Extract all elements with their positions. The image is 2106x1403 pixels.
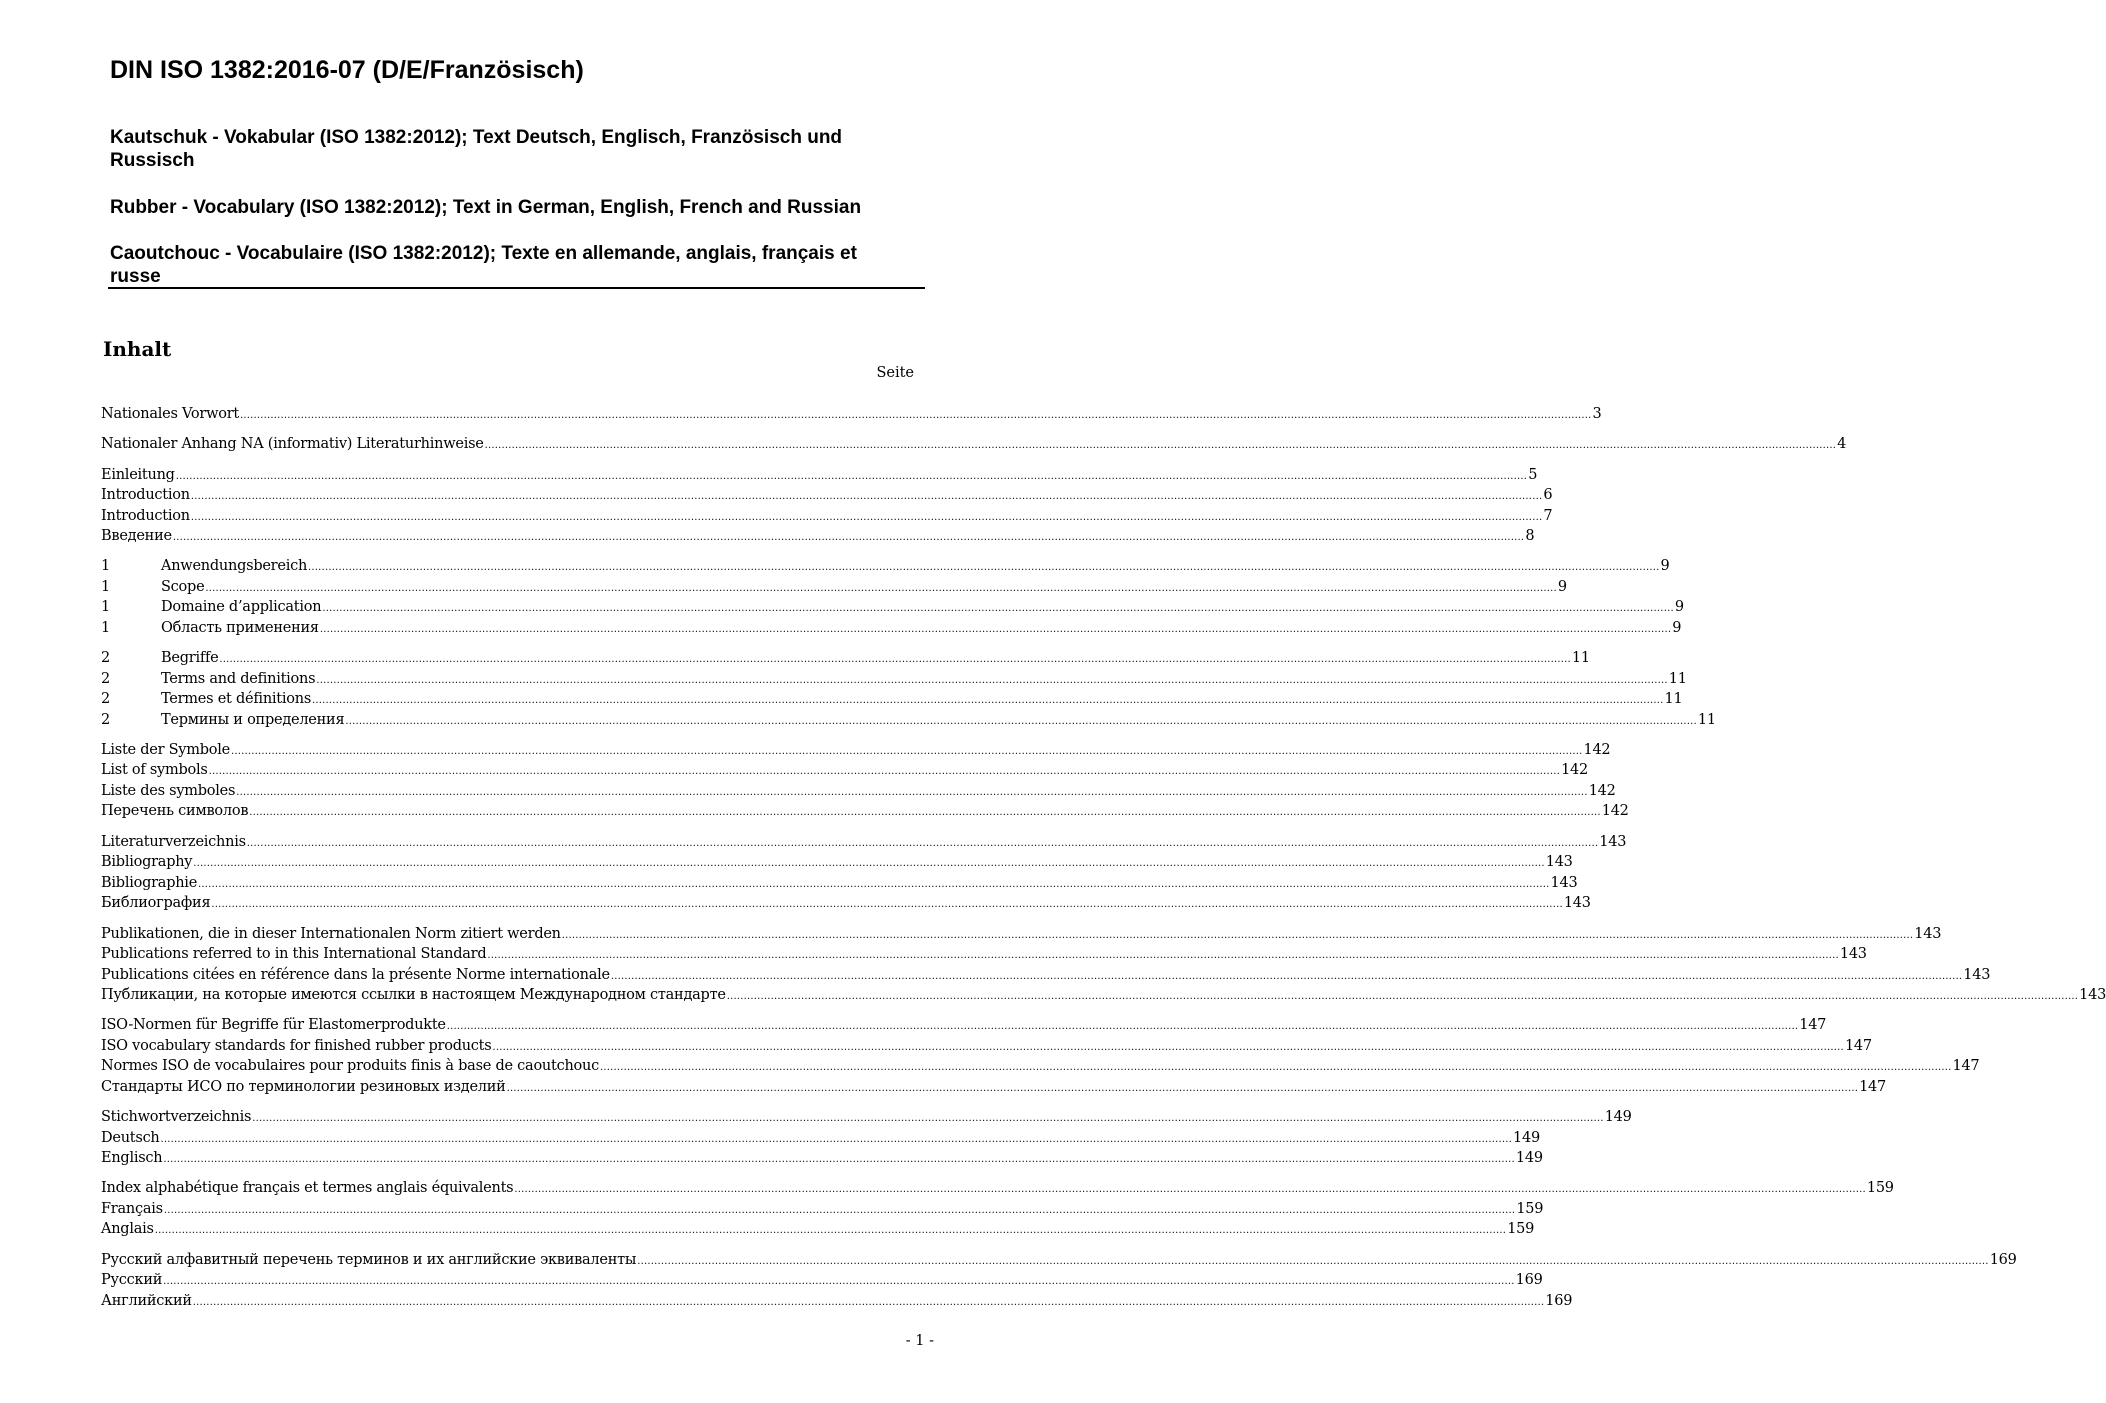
toc-entry-page: 11 [1697,711,1716,728]
toc-group [101,434,1847,455]
toc-entry[interactable] [101,465,1538,486]
toc-dot-leader: ................................................................................................................................................................................................................................................................................................................................................................................................................ [246,837,1599,849]
toc-entry-page: 143 [1545,854,1573,871]
toc-entry-title: Стандарты ИСО по терминологии резиновых изделий [101,1078,506,1095]
toc-dot-leader: ................................................................................................................................................................................................................................................................................................................................................................................................................ [610,970,1963,982]
toc-entry-title: Перечень символов [101,803,249,820]
toc-entry-page: 11 [1664,691,1683,708]
toc-entry[interactable] [101,1128,1540,1149]
toc-entry-page: 8 [1525,528,1535,545]
toc-entry-title: Introduction [101,507,190,524]
toc-entry-page: 143 [1839,946,1867,963]
toc-entry-title: Domaine d’application [161,599,322,616]
toc-heading: Inhalt [103,337,172,361]
toc-entry-page: 9 [1672,619,1682,636]
toc-group [101,740,1629,822]
toc-entry-page: 11 [1571,650,1590,667]
toc-dot-leader: ................................................................................................................................................................................................................................................................................................................................................................................................................ [208,766,1561,778]
toc-entry[interactable] [101,924,1942,945]
toc-entry-number: 2 [101,650,110,667]
toc-dot-leader: ................................................................................................................................................................................................................................................................................................................................................................................................................ [190,511,1543,523]
toc-dot-leader: ................................................................................................................................................................................................................................................................................................................................................................................................................ [484,440,1837,452]
toc-dot-leader: ................................................................................................................................................................................................................................................................................................................................................................................................................ [219,654,1571,666]
subtitle-german: Kautschuk - Vokabular (ISO 1382:2012); Text Deutsch, Englisch, Französisch und Russisch [110,127,843,171]
toc-entry[interactable] [101,781,1616,802]
toc-entry-title: Введение [101,528,172,545]
toc-entry-title: Anwendungsbereich [161,558,308,575]
toc-dot-leader: ................................................................................................................................................................................................................................................................................................................................................................................................................ [175,470,1528,482]
toc-entry-title: Nationales Vorwort [101,406,239,422]
toc-entry-title: Publikationen, die in dieser Internationalen Norm zitiert werden [101,925,561,942]
toc-group [101,556,1684,638]
toc-dot-leader: ................................................................................................................................................................................................................................................................................................................................................................................................................ [345,715,1697,727]
toc-entry-title: Index alphabétique français et termes anglais équivalents [101,1180,514,1197]
toc-entry[interactable] [101,1199,1544,1220]
toc-dot-leader: ................................................................................................................................................................................................................................................................................................................................................................................................................ [163,1154,1515,1166]
toc-entry-number: 1 [101,578,110,595]
toc-entry-page: 149 [1515,1150,1543,1167]
toc-entry-page: 159 [1866,1180,1894,1197]
toc-entry[interactable] [101,801,1629,822]
toc-entry[interactable] [101,526,1535,547]
toc-entry-page: 9 [1660,558,1670,575]
toc-entry-page: 142 [1561,762,1588,779]
toc-entry-page: 147 [1844,1037,1872,1054]
toc-dot-leader: ................................................................................................................................................................................................................................................................................................................................................................................................................ [514,1184,1866,1196]
toc-entry[interactable] [101,577,1567,598]
toc-entry[interactable] [101,1291,1573,1312]
toc-dot-leader: ................................................................................................................................................................................................................................................................................................................................................................................................................ [205,582,1557,594]
title-divider [108,287,925,289]
toc-entry-page: 169 [1545,1292,1573,1309]
toc-entry[interactable] [101,740,1611,761]
toc-entry-title: Publications citées en référence dans la présente Norme internationale [101,966,610,983]
toc-entry[interactable] [101,1148,1543,1169]
toc-entry[interactable] [101,689,1683,710]
toc-entry-title: ISO-Normen für Begriffe für Elastomerprodukte [101,1017,446,1034]
toc-entry[interactable] [101,1036,1872,1057]
toc-dot-leader: ................................................................................................................................................................................................................................................................................................................................................................................................................ [193,858,1545,870]
toc-entry-page: 143 [1550,874,1578,891]
toc-entry[interactable] [101,618,1682,639]
toc-entry-page: 143 [1599,833,1627,850]
toc-entry[interactable] [101,556,1670,577]
toc-entry-page: 169 [1989,1251,2017,1268]
toc-entry-title: Bibliography [101,854,193,871]
toc-entry-number: 2 [101,691,110,708]
toc-entry-page: 11 [1668,670,1687,687]
toc-entry-page: 4 [1837,436,1847,453]
toc-entry[interactable] [101,1056,1980,1077]
toc-dot-leader: ................................................................................................................................................................................................................................................................................................................................................................................................................ [192,1296,1545,1308]
toc-dot-leader: ................................................................................................................................................................................................................................................................................................................................................................................................................ [316,674,1668,686]
toc-entry-title: Deutsch [101,1129,160,1146]
toc-entry-page: 3 [1592,406,1602,422]
toc-group [101,1015,1980,1097]
toc-entry[interactable] [101,648,1590,669]
toc-entry-title: Английский [101,1292,192,1309]
toc-entry-page: 142 [1588,782,1616,799]
toc-entry-title: Русский [101,1272,163,1289]
toc-entry[interactable] [101,985,2106,1006]
toc-group [101,832,1627,914]
toc-dot-leader: ................................................................................................................................................................................................................................................................................................................................................................................................................ [172,532,1525,544]
toc-dot-leader: ................................................................................................................................................................................................................................................................................................................................................................................................................ [163,1204,1516,1216]
toc-entry-title: Liste der Symbole [101,741,230,758]
toc-entry-title: Область применения [161,619,319,636]
toc-entry-number: 2 [101,711,110,728]
toc-entry-page: 6 [1543,487,1553,504]
toc-dot-leader: ................................................................................................................................................................................................................................................................................................................................................................................................................ [154,1225,1507,1237]
toc-page-column-label: Seite [876,365,914,381]
toc-group [101,648,1716,730]
toc-dot-leader: ................................................................................................................................................................................................................................................................................................................................................................................................................ [726,991,2079,1003]
toc-dot-leader: ................................................................................................................................................................................................................................................................................................................................................................................................................ [239,410,1592,421]
toc-group [101,465,1553,547]
toc-entry-page: 9 [1674,599,1684,616]
toc-entry-title: Literaturverzeichnis [101,833,246,850]
toc-dot-leader: ................................................................................................................................................................................................................................................................................................................................................................................................................ [312,695,1664,707]
toc-entry-title: Scope [161,578,205,595]
toc-entry-title: Nationaler Anhang NA (informativ) Literaturhinweise [101,436,484,453]
toc-group [101,1250,2017,1312]
toc-entry-page: 142 [1601,803,1629,820]
toc-dot-leader: ................................................................................................................................................................................................................................................................................................................................................................................................................ [163,1276,1515,1288]
toc-entry-title: Français [101,1200,163,1217]
toc-entry-page: 147 [1799,1017,1827,1034]
toc-entry-title: List of symbols [101,762,208,779]
toc-dot-leader: ................................................................................................................................................................................................................................................................................................................................................................................................................ [446,1021,1799,1033]
document-title: DIN ISO 1382:2016-07 (D/E/Französisch) [110,56,584,84]
toc-entry[interactable] [101,506,1553,527]
toc-entry-title: Termes et définitions [161,691,312,708]
toc-entry[interactable] [101,873,1578,894]
toc-dot-leader: ................................................................................................................................................................................................................................................................................................................................................................................................................ [492,1041,1844,1053]
toc-entry-page: 7 [1543,507,1553,524]
toc-entry-page: 143 [1963,966,1991,983]
toc-dot-leader: ................................................................................................................................................................................................................................................................................................................................................................................................................ [322,603,1674,615]
toc-entry-title: Liste des symboles [101,782,236,799]
toc-entry-number: 1 [101,599,110,616]
toc-dot-leader: ................................................................................................................................................................................................................................................................................................................................................................................................................ [230,745,1583,757]
toc-entry-page: 5 [1528,466,1538,483]
toc-entry[interactable] [101,485,1553,506]
toc-entry[interactable] [101,710,1716,731]
toc-entry-number: 2 [101,670,110,687]
subtitle-french: Caoutchouc - Vocabulaire (ISO 1382:2012); Texte en allemande, anglais, français et russe [110,243,857,287]
toc-dot-leader: ................................................................................................................................................................................................................................................................................................................................................................................................................ [487,950,1839,962]
toc-dot-leader: ................................................................................................................................................................................................................................................................................................................................................................................................................ [561,929,1914,941]
toc-group [101,404,1602,425]
toc-entry-title: Begriffe [161,650,219,667]
toc-group [101,1107,1632,1169]
toc-entry[interactable] [101,893,1591,914]
toc-entry[interactable] [101,1219,1535,1240]
toc-entry[interactable] [101,832,1627,853]
toc-dot-leader: ................................................................................................................................................................................................................................................................................................................................................................................................................ [236,786,1588,798]
toc-dot-leader: ................................................................................................................................................................................................................................................................................................................................................................................................................ [211,899,1563,911]
toc-entry-title: Englisch [101,1150,163,1167]
toc-entry-title: Библиография [101,895,211,912]
toc-entry-title: Термины и определения [161,711,345,728]
toc-dot-leader: ................................................................................................................................................................................................................................................................................................................................................................................................................ [308,562,1660,574]
toc-dot-leader: ................................................................................................................................................................................................................................................................................................................................................................................................................ [319,623,1672,635]
toc-entry-title: ISO vocabulary standards for finished rubber products [101,1037,492,1054]
toc-entry-page: 143 [2079,987,2106,1004]
toc-entry[interactable] [101,1250,2017,1271]
toc-dot-leader: ................................................................................................................................................................................................................................................................................................................................................................................................................ [160,1133,1513,1145]
toc-entry-page: 143 [1563,895,1591,912]
toc-entry[interactable] [101,404,1602,425]
toc-entry[interactable] [101,965,1991,986]
toc-dot-leader: ................................................................................................................................................................................................................................................................................................................................................................................................................ [190,491,1543,503]
toc-entry[interactable] [101,1107,1632,1128]
toc-dot-leader: ................................................................................................................................................................................................................................................................................................................................................................................................................ [249,807,1601,819]
toc-entry-title: Introduction [101,487,190,504]
page-number: - 1 - [905,1333,934,1349]
toc-entry-page: 169 [1515,1272,1543,1289]
toc-entry[interactable] [101,944,1867,965]
toc-entry-title: Normes ISO de vocabulaires pour produits finis à base de caoutchouc [101,1058,599,1075]
toc-entry-page: 9 [1557,578,1567,595]
toc-entry-page: 143 [1914,925,1942,942]
toc-entry-title: Публикации, на которые имеются ссылки в настоящем Международном стандарте [101,987,726,1004]
toc-entry-number: 1 [101,619,110,636]
toc-entry[interactable] [101,852,1573,873]
toc-dot-leader: ................................................................................................................................................................................................................................................................................................................................................................................................................ [252,1113,1604,1125]
toc-entry[interactable] [101,1077,1887,1098]
toc-entry[interactable] [101,1270,1543,1291]
toc-entry[interactable] [101,597,1684,618]
toc-dot-leader: ................................................................................................................................................................................................................................................................................................................................................................................................................ [637,1255,1989,1267]
toc-dot-leader: ................................................................................................................................................................................................................................................................................................................................................................................................................ [198,878,1550,890]
toc-entry-number: 1 [101,558,110,575]
toc-entry[interactable] [101,434,1847,455]
toc-entry-title: Publications referred to in this International Standard [101,946,487,963]
toc-entry-title: Stichwortverzeichnis [101,1109,252,1126]
toc-entry-page: 147 [1952,1058,1980,1075]
toc-entry-title: Bibliographie [101,874,198,891]
toc-entry-title: Terms and definitions [161,670,316,687]
toc-dot-leader: ................................................................................................................................................................................................................................................................................................................................................................................................................ [506,1082,1859,1094]
toc-entry-page: 142 [1583,741,1611,758]
toc-entry-page: 149 [1513,1129,1540,1146]
toc-entry-page: 159 [1516,1200,1544,1217]
toc-group [101,1178,1894,1240]
toc-entry-title: Русский алфавитный перечень терминов и их английские эквиваленты [101,1251,637,1268]
toc-entry-page: 147 [1859,1078,1887,1095]
table-of-contents [101,404,2106,1321]
toc-entry-page: 149 [1604,1109,1632,1126]
toc-entry[interactable] [101,1178,1894,1199]
subtitle-english: Rubber - Vocabulary (ISO 1382:2012); Text in German, English, French and Russian [110,197,862,218]
toc-entry[interactable] [101,669,1687,690]
toc-entry[interactable] [101,1015,1827,1036]
toc-entry-title: Anglais [101,1221,154,1238]
toc-entry[interactable] [101,760,1588,781]
toc-group [101,924,2106,1006]
toc-entry-title: Einleitung [101,466,175,483]
toc-dot-leader: ................................................................................................................................................................................................................................................................................................................................................................................................................ [600,1062,1952,1074]
toc-entry-page: 159 [1507,1221,1535,1238]
